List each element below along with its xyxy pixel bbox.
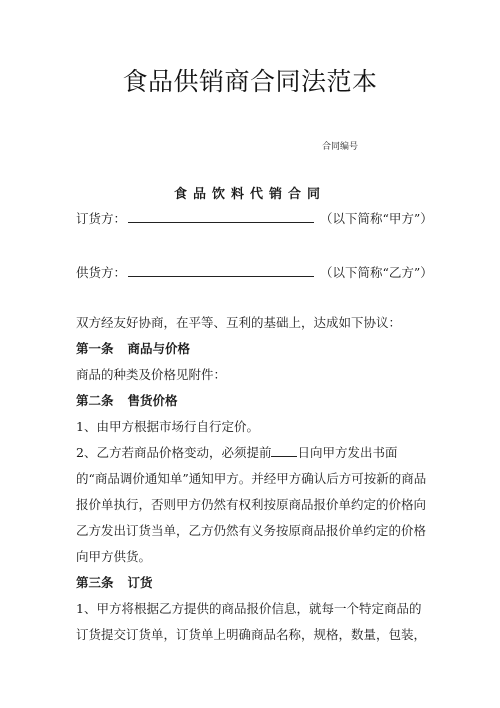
supplier-label: 供货方： [76,265,127,280]
orderer-blank [128,210,314,223]
article-2-p2-after: 日向甲方发出书面的“商品调价通知单”通知甲方。并经甲方确认后方可按新的商品报价单执行，否则甲方仍然有权利按原商品报价单约定的价格向乙方发出订货当单，乙方仍然有义务按原商品报价单约定的价格向甲方供货。 [76,445,427,564]
contract-body [76,310,428,648]
orderer-label: 订货方： [76,211,127,226]
supplier-blank [128,264,314,277]
contract-number-label: 合同编号 [322,142,359,152]
document-title: 食品供销商合同法范本 [122,67,378,96]
contract-subtitle: 食品饮料代销合同 [173,187,326,202]
article-2-name: 售货价格 [127,393,178,408]
article-2-paragraph-1: 1、由甲方根据市场行自行定价。 [76,419,259,434]
article-1-number: 第一条 [76,341,114,356]
article-1-heading [76,336,428,362]
supplier-line [76,263,433,281]
intro-paragraph: 双方经友好协商，在平等、互利的基础上，达成如下协议： [76,315,402,330]
article-3-heading [76,570,428,596]
article-1-name: 商品与价格 [127,341,191,356]
article-3-name: 订货 [127,575,153,590]
article-3-number: 第三条 [76,575,114,590]
orderer-note: （以下简称“甲方”） [320,211,433,226]
supplier-note: （以下简称“乙方”） [320,265,433,280]
article-3-paragraph-1: 1、甲方将根据乙方提供的商品报价信息，就每一个特定商品的订货提交订货单，订货单上明确商品名称，规格，数量，包装， [76,601,427,642]
days-blank [271,444,297,457]
orderer-line [76,209,433,227]
article-2-paragraph-2 [76,440,428,570]
article-2-number: 第二条 [76,393,114,408]
article-2-heading [76,388,428,414]
article-1-paragraph: 商品的种类及价格见附件： [76,367,227,382]
article-2-p2-before: 2、乙方若商品价格变动，必须提前 [76,445,272,460]
